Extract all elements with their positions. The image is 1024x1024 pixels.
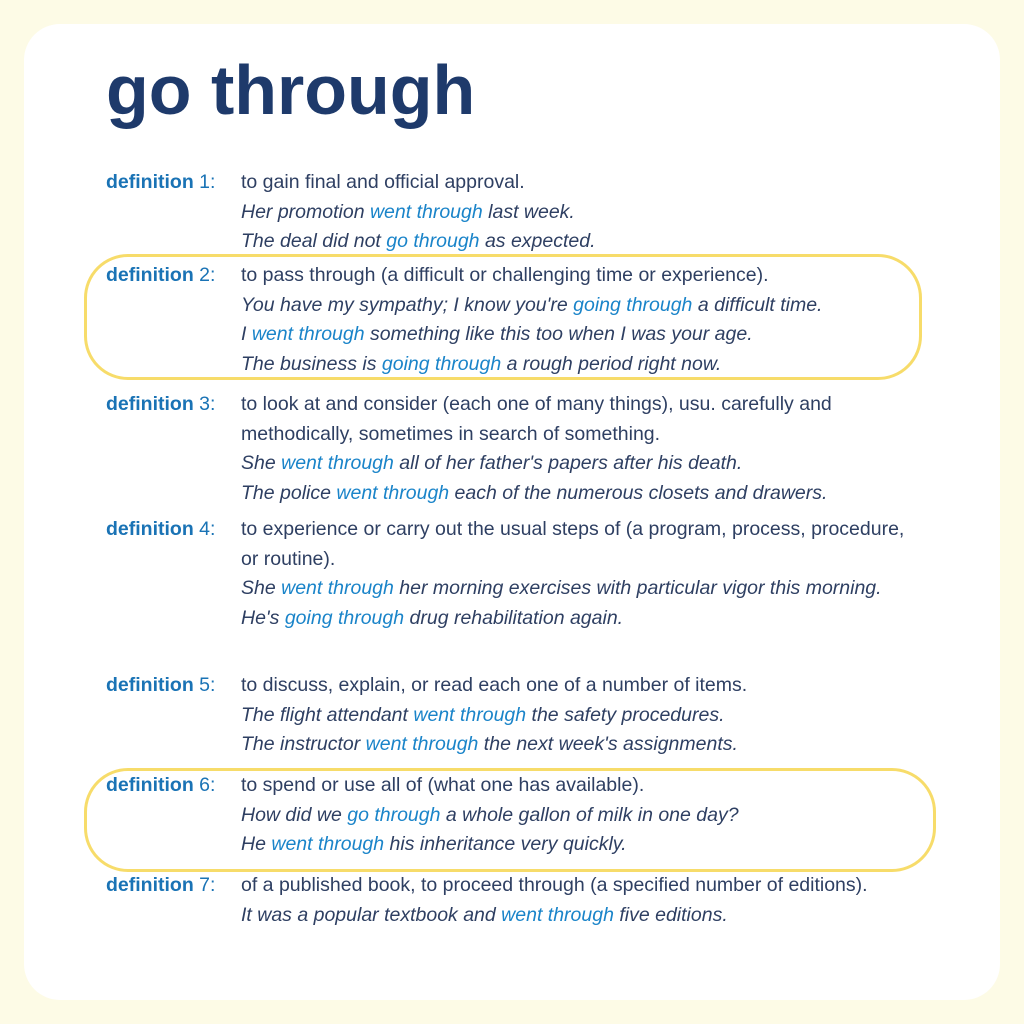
example-sentence: Her promotion went through last week. [241,200,575,223]
highlighted-phrase: went through [271,833,385,855]
example-sentence: How did we go through a whole gallon of milk in one day? [241,803,739,826]
example-sentence: I went through something like this too when I was your age. [241,323,753,345]
example-sentence: The flight attendant went through the safety procedures. [241,703,725,726]
example-sentence: It was a popular textbook and went through five editions. [241,903,728,926]
highlighted-phrase: went through [501,903,614,926]
example-sentence: She went through her morning exercises with particular vigor this morning. [241,577,882,599]
definition-label: definition 5: [106,674,216,696]
definition-label: definition 6: [106,774,216,796]
definition-text: to pass through (a difficult or challenging time or experience). [241,264,769,286]
definition-label: definition 4: [106,518,216,540]
example-sentence: The police went through each of the numerous closets and drawers. [241,481,828,504]
highlighted-phrase: going through [573,293,693,316]
example-sentence: The business is going through a rough period right now. [241,352,722,375]
example-sentence: The deal did not go through as expected. [241,230,596,252]
definition-text: to gain final and official approval. [241,171,525,193]
definition-1 [106,168,914,257]
highlighted-phrase: going through [284,606,405,629]
definition-7 [106,871,914,930]
definition-label: definition 2: [106,264,216,286]
example-sentence: You have my sympathy; I know you're going through a difficult time. [241,293,823,316]
highlighted-phrase: went through [369,200,483,223]
example-sentence: She went through all of her father's papers after his death. [241,452,743,474]
highlighted-phrase: went through [251,323,365,345]
definition-text: to spend or use all of (what one has available). [241,774,645,796]
definition-label: definition 7: [106,874,216,896]
example-sentence: The instructor went through the next week's assignments. [241,733,738,755]
page-title: go through [106,51,476,129]
definition-text: of a published book, to proceed through (a specified number of editions). [241,874,868,896]
highlighted-phrase: went through [336,481,450,504]
definition-3 [106,390,914,508]
definition-label: definition 3: [106,393,216,415]
definition-5 [106,671,914,760]
highlighted-phrase: went through [281,452,394,474]
example-sentence: He's going through drug rehabilitation again. [241,606,624,629]
highlighted-phrase: going through [381,352,502,375]
definition-4 [106,515,914,633]
highlighted-phrase: went through [413,703,527,726]
highlighted-phrase: go through [386,230,480,252]
highlighted-phrase: went through [365,733,479,755]
definition-text: to experience or carry out the usual steps of (a program, process, procedure, or routine). [241,518,905,570]
definition-text: to look at and consider (each one of many things), usu. carefully and methodically, sometimes in search of something. [241,393,832,445]
definition-text: to discuss, explain, or read each one of a number of items. [241,674,748,696]
definition-label: definition 1: [106,171,216,193]
highlighted-phrase: go through [347,803,441,826]
definition-6 [106,771,914,860]
example-sentence: He went through his inheritance very quickly. [241,833,627,855]
definition-2 [106,261,914,379]
highlighted-phrase: went through [281,577,394,599]
